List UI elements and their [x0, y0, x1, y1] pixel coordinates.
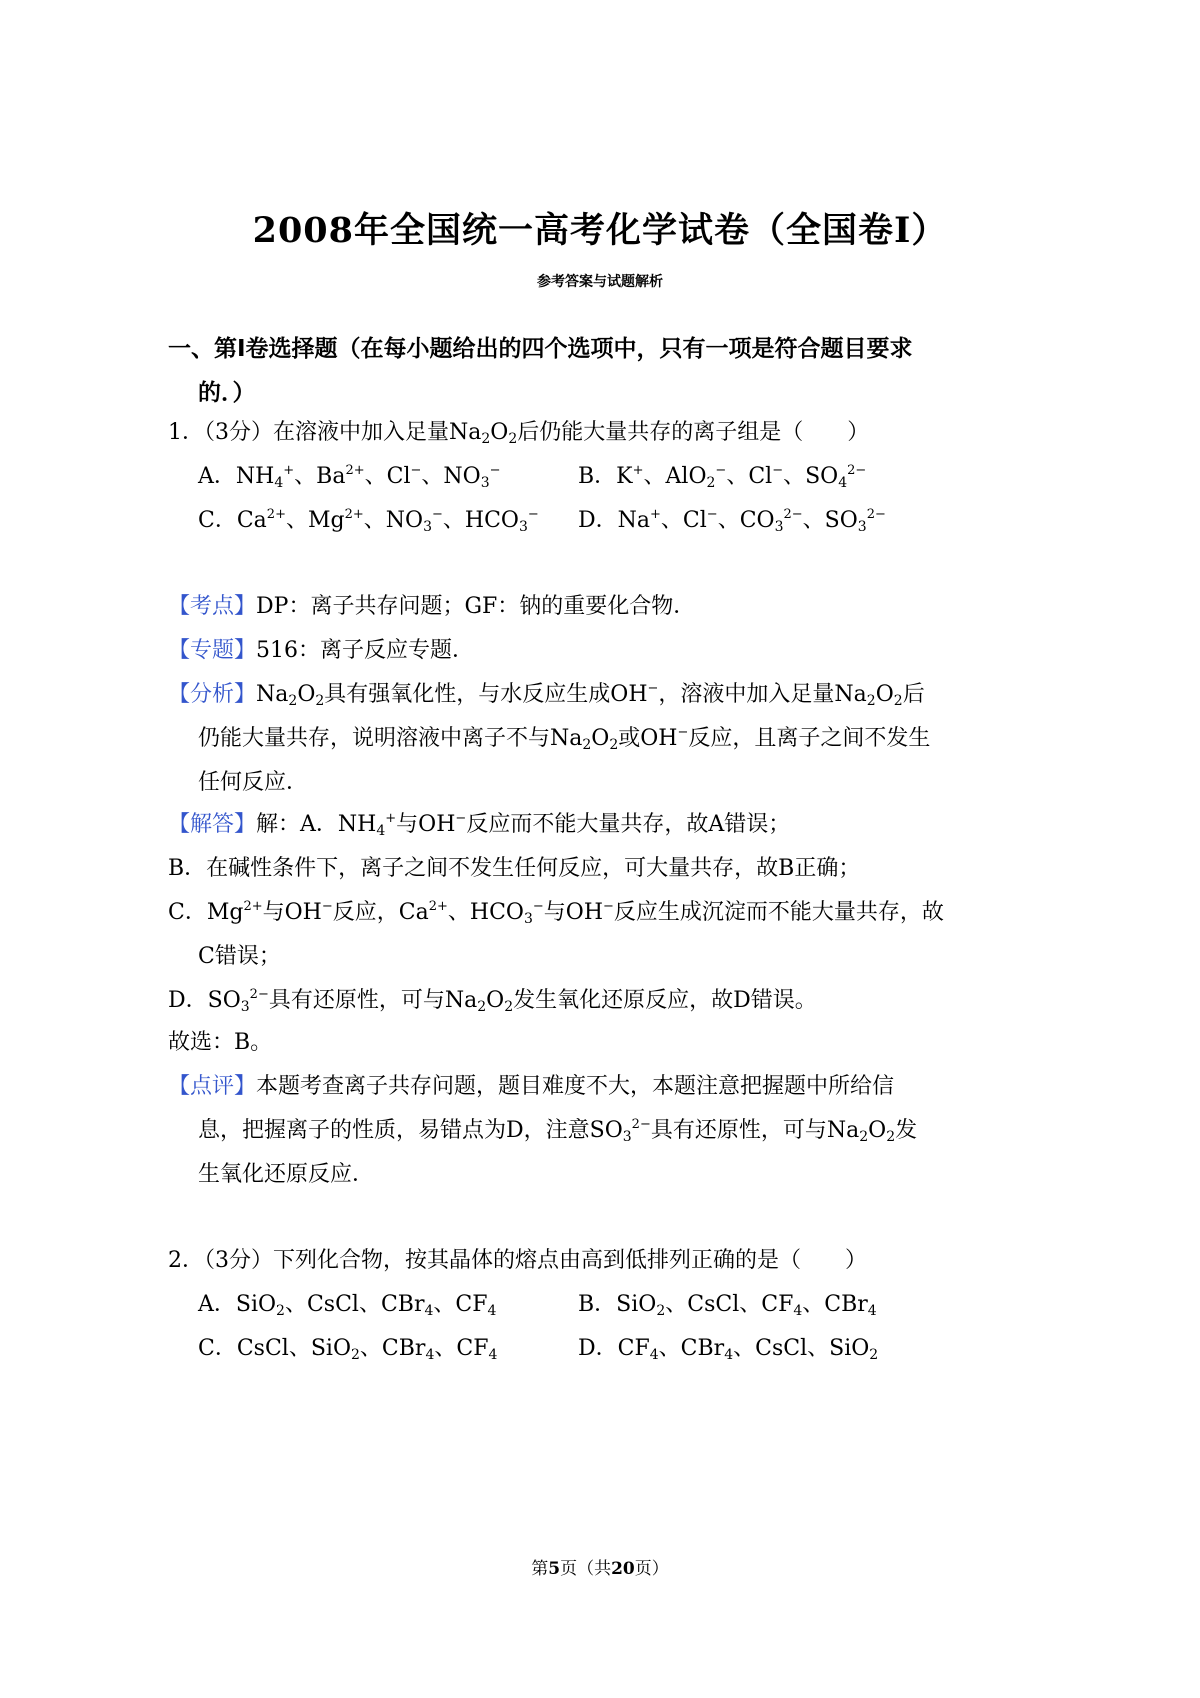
q1-jieda-c: C．$Mg^{2+}$与OH−反应，$Ca^{2+}$、$HCO_3^-$与OH−反应生成沉淀而不能大量共存，故	[168, 899, 944, 927]
page-total: 20	[611, 1559, 635, 1579]
q1-zhuanti: 【专题】516：离子反应专题．	[168, 638, 475, 663]
q1-fenxi-line2: 仍能大量共存，说明溶液中离子不与$Na_2O_2$或OH−反应，且离子之间不发生	[198, 725, 931, 753]
q1-stem: 1．（3分）在溶液中加入足量$Na_2O_2$后仍能大量共存的离子组是（ ）	[168, 420, 870, 447]
tag-kaodian: 【考点】	[168, 594, 257, 619]
q1-option-c: C．$Ca^{2+}$、$Mg^{2+}$、$NO_3^-$、$HCO_3^-$	[198, 507, 539, 535]
page-footer: 第5页（共20页）	[531, 1559, 669, 1579]
q1-jieda-a: 【解答】解：A．$NH_4^+$与OH−反应而不能大量共存，故A错误；	[168, 811, 791, 839]
section-heading-line2: 的．）	[198, 380, 256, 406]
q1-dianping-line3: 生氧化还原反应．	[198, 1162, 375, 1187]
q1-answer: 故选：B。	[168, 1030, 273, 1055]
tag-jieda: 【解答】	[168, 812, 257, 837]
q1-dianping-line2: 息，把握离子的性质，易错点为D，注意$SO_3^{2-}$具有还原性，可与$Na_2O_2$发	[198, 1117, 918, 1145]
q1-jieda-c2: C错误；	[198, 944, 281, 969]
q1-dianping-line1: 【点评】本题考查离子共存问题，题目难度不大，本题注意把握题中所给信	[168, 1074, 895, 1099]
q1-option-a: A．$NH_4^+$、$Ba^{2+}$、Cl−、$NO_3^-$	[198, 463, 501, 491]
q1-jieda-b: B．在碱性条件下，离子之间不发生任何反应，可大量共存，故B正确；	[168, 856, 861, 881]
q1-fenxi-line1: 【分析】$Na_2O_2$具有强氧化性，与水反应生成OH−，溶液中加入足量$Na_2O_2$后	[168, 681, 925, 709]
page-subtitle: 参考答案与试题解析	[537, 274, 663, 290]
page-number: 5	[548, 1559, 561, 1579]
tag-zhuanti: 【专题】	[168, 638, 257, 663]
q2-option-d: D．$CF_4$、CBr$_4$、CsCl、SiO$_2$	[578, 1336, 879, 1363]
tag-dianping: 【点评】	[168, 1074, 257, 1099]
q2-stem: 2．（3分）下列化合物，按其晶体的熔点由高到低排列正确的是（ ）	[168, 1248, 867, 1273]
page-title: 2008年全国统一高考化学试卷（全国卷I）	[252, 210, 948, 251]
q2-option-c: C．CsCl、SiO$_2$、CBr$_4$、$CF_4$	[198, 1336, 498, 1363]
q1-kaodian: 【考点】DP：离子共存问题；GF：钠的重要化合物．	[168, 594, 696, 619]
q1-jieda-d: D．$SO_3^{2-}$具有还原性，可与$Na_2O_2$发生氧化还原反应，故D错误。	[168, 987, 817, 1015]
q1-option-d: D．Na+、Cl−、$CO_3^{2-}$、$SO_3^{2-}$	[578, 507, 886, 535]
section-heading-line1: 一、第I卷选择题（在每小题给出的四个选项中，只有一项是符合题目要求	[168, 336, 913, 362]
q2-option-a: A．SiO$_2$、CsCl、CBr$_4$、$CF_4$	[198, 1292, 497, 1319]
q1-option-b: B．K+、AlO$_2$−、Cl−、$SO_4^{2-}$	[578, 463, 867, 491]
q1-fenxi-line3: 任何反应．	[198, 770, 309, 795]
tag-fenxi: 【分析】	[168, 682, 257, 707]
q2-option-b: B．SiO$_2$、CsCl、$CF_4$、CBr$_4$	[578, 1292, 877, 1319]
